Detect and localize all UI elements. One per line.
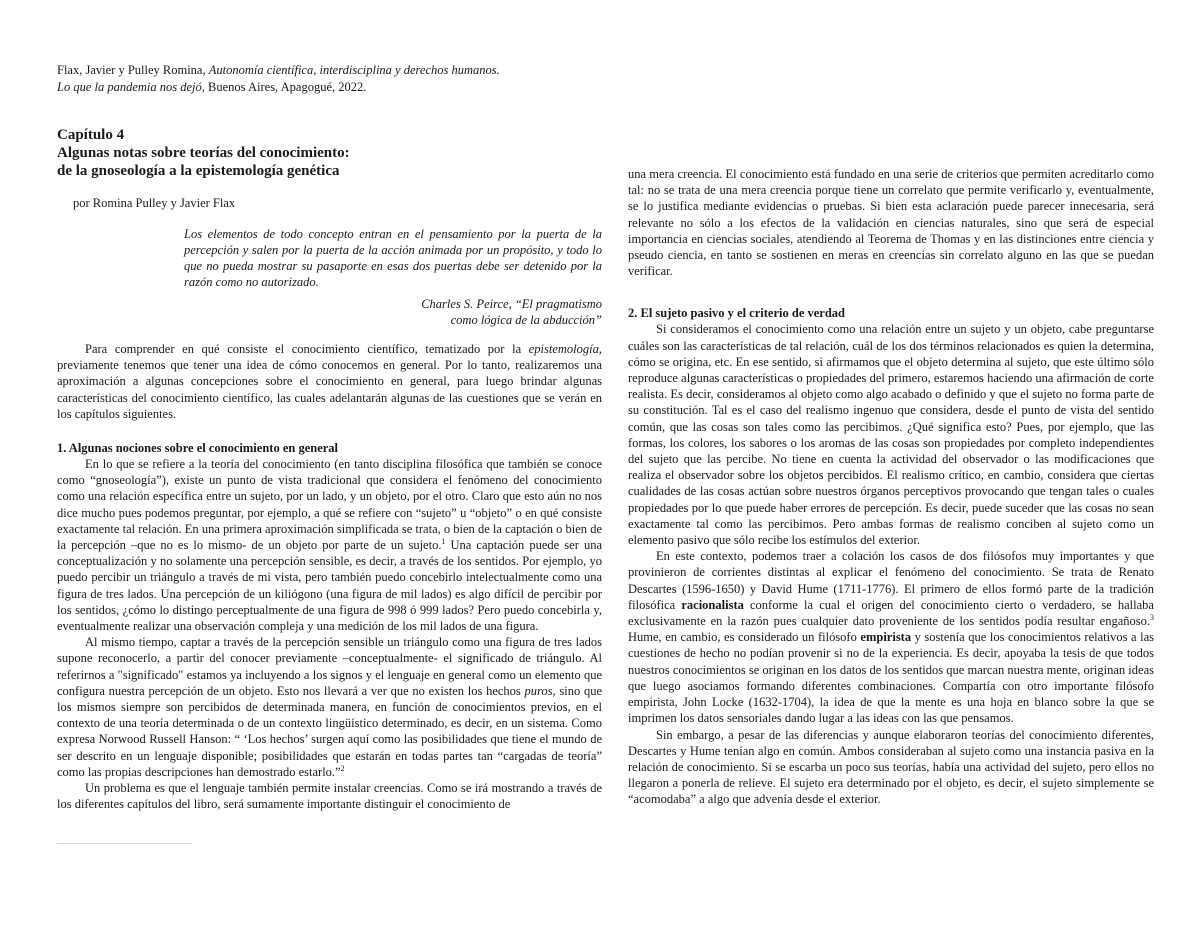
s2p2-bold-racionalista: racionalista bbox=[681, 597, 744, 612]
s2p2-text-d: Hume, en cambio, es considerado un filósofo bbox=[628, 630, 861, 645]
epigraph-source-line2: como lógica de la abducción” bbox=[450, 313, 602, 327]
s1p2-text-a: Al mismo tiempo, captar a través de la percepción sensible un triángulo como una figura de tres lados supone reconocerlo, a partir del conocer previamente –conceptualmente- el significado de triángulo. Al referirnos a "significado" estamos ya incluyendo a los signos y el lenguaje en general como un elemento que configura nuestra percepción de un objeto. Esto nos llevará a ver que no existen los hechos bbox=[57, 635, 602, 698]
intro-text-a: Para comprender en qué consiste el conocimiento científico, tematizado por la bbox=[85, 342, 529, 356]
section-2-paragraph-3: Sin embargo, a pesar de las diferencias y aunque elaboraron teorías del conocimiento diferentes, Descartes y Hume tenían algo en común. Ambos consideraban al sujeto como una instancia pasiva en la relación de conocimiento. Si se escarba un poco sus teorías, había una actividad del sujeto, pero ellos no llegaron a ponerla de relieve. El sujeto era determinado por el objeto, es decir, el sujeto simplemente se “acomodaba” a algo que advenía desde el exterior. bbox=[628, 727, 1154, 807]
intro-paragraph bbox=[57, 341, 602, 422]
chapter-title-line1: Algunas notas sobre teorías del conocimiento: bbox=[57, 145, 350, 161]
section-1-paragraph-2 bbox=[57, 634, 602, 780]
footnote-ref-3[interactable]: 3 bbox=[1150, 612, 1154, 622]
section-1-title: 1. Algunas nociones sobre el conocimiento en general bbox=[57, 441, 339, 456]
byline: por Romina Pulley y Javier Flax bbox=[73, 196, 236, 210]
intro-text-b: , previamente tenemos que tener una idea de cómo conocemos en general. Por lo tanto, realizaremos una aproximación a algunas concepciones sobre el conocimiento en general, para luego brindar algunas características del conocimiento científico, las cuales adelantarán algunas de las cuestiones que se verán en los capítulos siguientes. bbox=[57, 342, 602, 421]
citation-title-2: Lo que la pandemia nos dejó bbox=[57, 80, 202, 94]
citation-authors: Flax, Javier y Pulley Romina, bbox=[57, 63, 209, 77]
s1p2-emphasis: puros bbox=[524, 683, 553, 698]
chapter-heading bbox=[57, 126, 602, 180]
s2p2-text-a: En este contexto, podemos traer a colación los casos de dos filósofos muy importantes y que provinieron de corrientes distintas al explicar el fenómeno del conocimiento. Se trata de Renato Descartes (1596-1650) y David Hume (1711-1776). El primero de ellos formó parte de la tradición filosófica bbox=[628, 549, 1154, 612]
left-body bbox=[57, 341, 602, 812]
s1p1-text-b: Una captación puede ser una conceptualización y no solamente una percepción sensible, es decir, a través de los sentidos. Por ejemplo, yo puedo percibir un triángulo a través de mi vista, pero también puedo concebirlo intelectualmente como una figura de tres lados. Una percepción de un kiliógono (una figura de mil lados) es algo difícil de percibir por los sentidos, ¿cómo lo distingo perceptualmente de una figura de 998 ó 999 lados? Pero puedo concebirla y, eventualmente realizar una observación compleja y una medición de los mil lados de una figura. bbox=[57, 538, 602, 634]
intro-emphasis: epistemología bbox=[528, 342, 599, 356]
s1p1-text-a: En lo que se refiere a la teoría del conocimiento (en tanto disciplina filosófica que también se conoce como “gnoseología”), existe un punto de vista tradicional que considera el fenómeno del conocimiento como una relación específica entre un sujeto, por un lado, y un objeto, por el otro. Claro que esto aún no nos dice mucho pues podemos preguntar, por ejemplo, a qué se refiere con “sujeto” u “objeto” o en qué consiste exactamente tal relación. En una primera aproximación simplificada se trata, o bien de la captación o bien de la percepción –que no es lo mismo- de un objeto por parte de un sujeto. bbox=[57, 457, 602, 553]
section-2-title: 2. El sujeto pasivo y el criterio de verdad bbox=[628, 306, 845, 321]
section-1-paragraph-3: Un problema es que el lenguaje también permite instalar creencias. Como se irá mostrando a través de los diferentes capítulos del libro, será sumamente importante distinguir el conocimiento de bbox=[57, 781, 602, 812]
s2p2-text-c: conforme la cual el origen del conocimiento cierto o verdadero, se hallaba exclusivamente en la razón pues cualquier dato proveniente de los sentidos podía resultar engañoso. bbox=[628, 597, 1154, 629]
epigraph-source-line1: Charles S. Peirce, “El pragmatismo bbox=[421, 297, 602, 311]
footnote-ref-1[interactable]: 1 bbox=[441, 536, 446, 546]
citation-title-1: Autonomía científica, interdisciplina y derechos humanos. bbox=[208, 63, 500, 77]
epigraph-source bbox=[184, 296, 602, 328]
right-body bbox=[628, 166, 1154, 808]
s2p2-bold-empirista: empirista bbox=[860, 630, 912, 645]
s2p2-text-e: y sostenía que los conocimientos relativos a las cuestiones de hecho no podían provenir si no de la experiencia. Es decir, apoyaba la tesis de que todos nuestros conocimientos se originan en los datos de los sentidos que marcan nuestra mente, originan ideas que luego asociamos formando diferentes combinaciones. Compartía con otro importante filósofo empirista, John Locke (1632-1704), la idea de que la mente es una hoja en blanco sobre la que se imprimen los datos sensoriales dando lugar a las ideas con las que pensamos. bbox=[628, 630, 1154, 726]
bibliographic-citation bbox=[57, 62, 602, 96]
section-1-paragraph-1 bbox=[57, 456, 602, 634]
epigraph: Los elementos de todo concepto entran en el pensamiento por la puerta de la percepción y salen por la puerta de la acción animada por un propósito, y todo lo que no pueda mostrar su pasaporte en esas dos puertas debe ser detenido por la razón como no autorizado. bbox=[184, 227, 602, 289]
continued-paragraph: una mera creencia. El conocimiento está fundado en una serie de criterios que permiten acreditarlo como tal: no se trata de una mera creencia porque tiene un correlato que permite verificarlo y, eventualmente, se lo justifica mediante evidencias o pruebas. Si bien esta aclaración puede parecer innecesaria, será relevante no sólo a los efectos de la validación en ciencias naturales, sino que será de especial importancia en ciencias sociales, atendiendo al Teorema de Thomas y en las distinciones entre ciencia y pseudo ciencia, en tanto se sostienen en meras en creencias sin correlato alguno en las que se puedan verificar. bbox=[628, 167, 1154, 279]
s1p2-text-b: , sino que los mismos siempre son percibidos de determinada manera, en función de conocimientos previos, en el contexto de una teoría determinada o de un contexto lingüístico determinado, es decir, en un sistema. Como expresa Norwood Russell Hanson: “ ‘Los hechos’ surgen aquí como las posibilidades que tiene el mundo de ser descrito en un lenguaje disponible; posibilidades que estarán en todas partes tan “cargadas de teoría” como las propias descripciones han demostrado estarlo.” bbox=[57, 683, 603, 779]
chapter-title-line2: de la gnoseología a la epistemología genética bbox=[57, 163, 340, 179]
footnote-ref-2[interactable]: 2 bbox=[340, 763, 345, 773]
footnote-separator bbox=[57, 843, 192, 844]
section-2-paragraph-1: Si consideramos el conocimiento como una relación entre un sujeto y un objeto, cabe preguntarse cuáles son las características de tal relación, cuál de los dos términos relacionados es quien la determina, cómo se origina, etc. En ese sentido, si afirmamos que el objeto determina al sujeto, que este último sólo reproduce algunas características o propiedades del primero, estaremos haciendo una afirmación de corte realista. Es decir, consideramos al objeto como algo acabado o definido y que el sujeto no forma parte de su constitución. Tal es el caso del realismo ingenuo que considera, desde el punto de vista del sentido común, que las cosas son tales como las percibimos. ¿Qué significa esto? Pues, por ejemplo, que las formas, los colores, los sabores o los aromas de las cosas son propiedades por completo independientes del sujeto que las percibe. No tiene en cuenta la actividad del observador o las modificaciones que realiza el observador sobre los objetos percibidos. El realismo crítico, en cambio, considera que ciertas cualidades de las cosas actúan sobre nuestros órganos perceptivos provocando que tengan tales o cuales propiedades por lo que puede haber errores de percepción. Es decir, puede suceder que las cosas no sean exactamente tal como las percibimos. Pero ambas formas de realismo conciben al sujeto como un elemento pasivo que sólo recibe los estímulos del exterior. bbox=[628, 322, 1154, 548]
citation-publisher: , Buenos Aires, Apagogué, 2022. bbox=[201, 80, 367, 94]
chapter-number: Capítulo 4 bbox=[57, 127, 125, 143]
section-2-paragraph-2 bbox=[628, 548, 1154, 726]
